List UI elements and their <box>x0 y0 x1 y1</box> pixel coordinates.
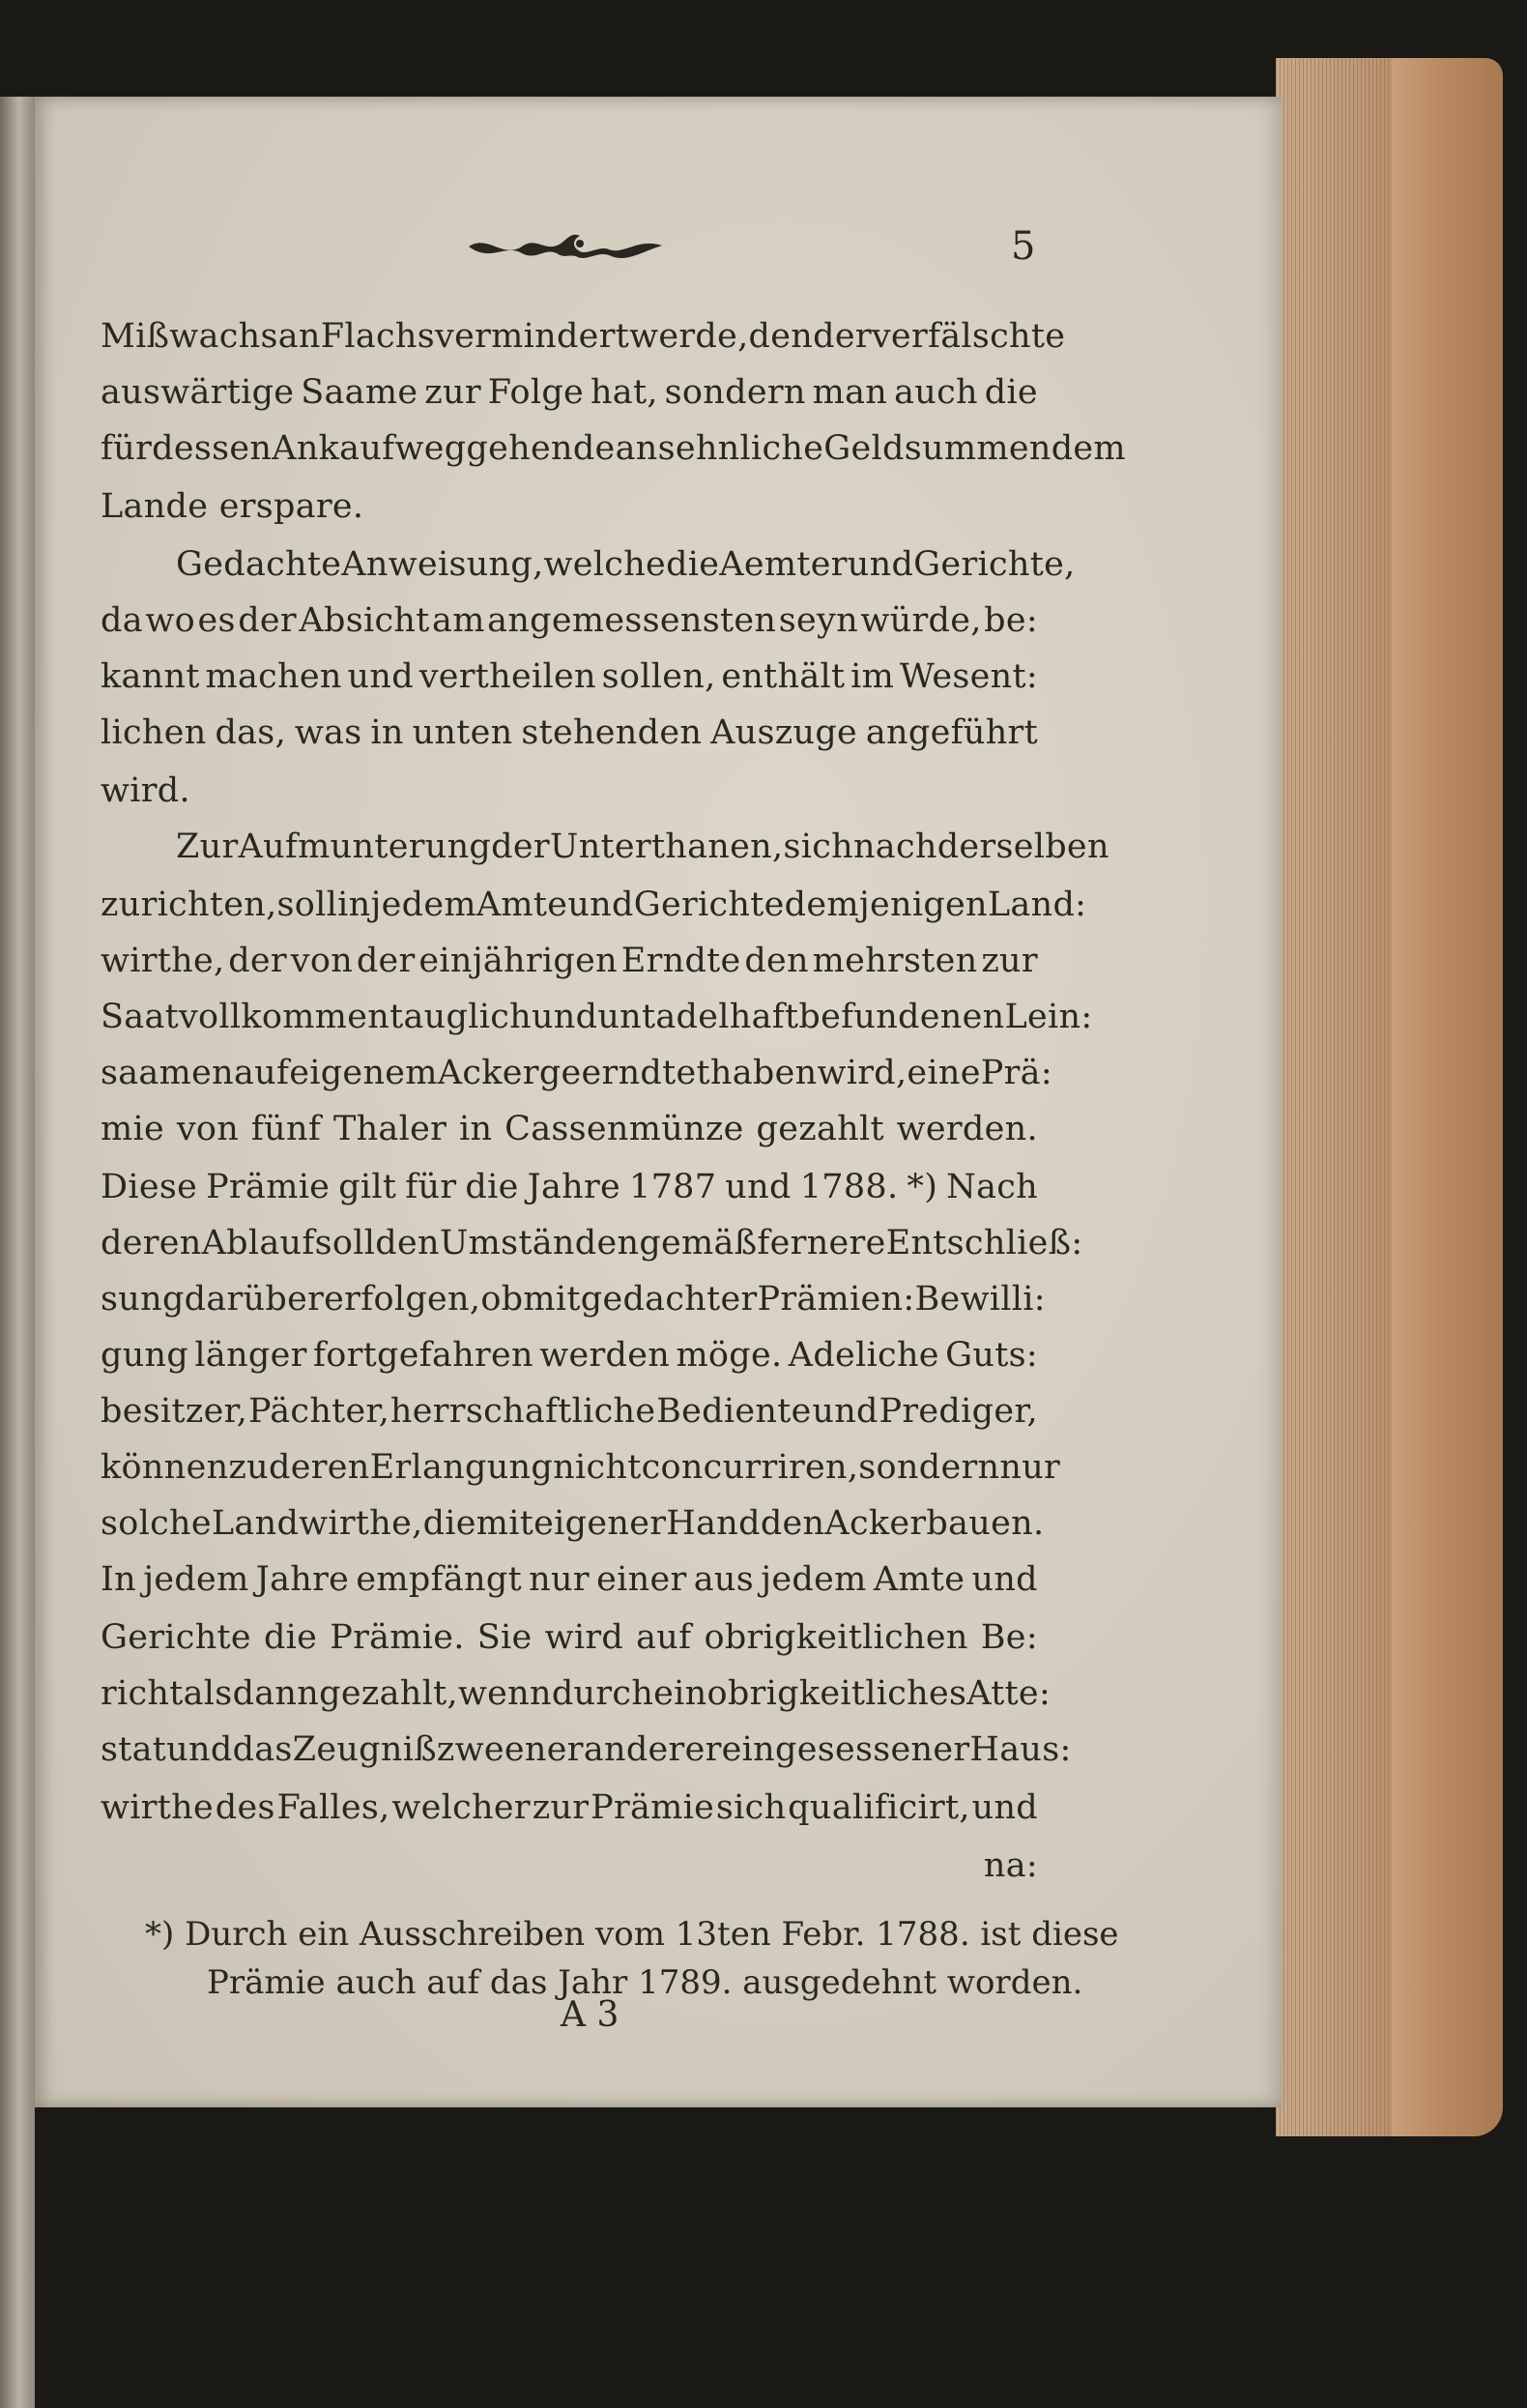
body-line: stat und das Zeugniß zweener anderer eingesessener Haus: <box>101 1730 1072 1769</box>
body-line: saamen auf eigenem Acker geerndtet haben wird, eine Prä: <box>101 1054 1052 1092</box>
body-line: zu richten, soll in jedem Amte und Gerichte demjenigen Land: <box>101 885 1087 924</box>
body-line: für dessen Ankauf weggehende ansehnliche Geldsummen dem <box>101 429 1126 468</box>
body-line: na: <box>983 1846 1038 1885</box>
book-cover-edge <box>1392 58 1503 2136</box>
left-page-edge <box>0 97 35 2408</box>
signature-mark: A 3 <box>561 1995 619 2035</box>
body-line: gung länger fortgefahren werden möge. Adeliche Guts: <box>101 1336 1038 1375</box>
body-line: Diese Prämie gilt für die Jahre 1787 und 1788. *) Nach <box>101 1168 1038 1206</box>
body-line: lichen das, was in unten stehenden Auszuge angeführt <box>101 713 1038 752</box>
body-line: deren Ablauf soll den Umständen gemäß fernere Entschließ: <box>101 1224 1083 1262</box>
footnote-line-1 <box>145 1909 1119 1959</box>
body-line: wirthe, der von der einjährigen Erndte den mehrsten zur <box>101 942 1038 980</box>
body-line: Saat vollkommen tauglich und untadelhaft befundenen Lein: <box>101 998 1093 1036</box>
body-line: Gedachte Anweisung, welche die Aemter und Gerichte, <box>176 545 1076 584</box>
body-line: wird. <box>101 771 190 810</box>
body-line: mie von fünf Thaler in Cassenmünze gezahlt werden. <box>101 1110 1038 1148</box>
body-line: solche Landwirthe, die mit eigener Hand den Acker bauen. <box>101 1504 1045 1543</box>
body-line: Gerichte die Prämie. Sie wird auf obrigkeitlichen Be: <box>101 1618 1038 1657</box>
headpiece-ornament-icon <box>464 224 667 269</box>
body-line: können zu deren Erlangung nicht concurriren, sondern nur <box>101 1448 1061 1487</box>
footnote-marker: *) <box>145 1915 175 1954</box>
page-number: 5 <box>1011 224 1036 269</box>
body-line: da wo es der Absicht am angemessensten seyn würde, be: <box>101 601 1038 640</box>
body-line: kannt machen und vertheilen sollen, enthält im Wesent: <box>101 657 1038 696</box>
body-line: auswärtige Saame zur Folge hat, sondern man auch die <box>101 373 1038 412</box>
body-line: Mißwachs an Flachs vermindert werde, den der verfälschte <box>101 317 1066 356</box>
body-line: wirthe des Falles, welcher zur Prämie sich qualificirt, und <box>101 1788 1038 1827</box>
body-line: sung darüber erfolgen, ob mit gedachter Prämien: Bewilli: <box>101 1280 1046 1319</box>
body-line: richt alsdann gezahlt, wenn durch ein obrigkeitliches Atte: <box>101 1674 1052 1713</box>
body-line: Lande erspare. <box>101 487 364 526</box>
body-line: Zur Aufmunterung der Unterthanen, sich nach derselben <box>176 827 1109 866</box>
footnote-line-2: Prämie auch auf das Jahr 1789. ausgedehnt worden. <box>207 1963 1083 2002</box>
body-line: besitzer, Pächter, herrschaftliche Bediente und Prediger, <box>101 1392 1038 1431</box>
body-line: In jedem Jahre empfängt nur einer aus jedem Amte und <box>101 1560 1038 1599</box>
footnote-text-1: Durch ein Ausschreiben vom 13ten Febr. 1788. ist diese <box>185 1915 1119 1954</box>
